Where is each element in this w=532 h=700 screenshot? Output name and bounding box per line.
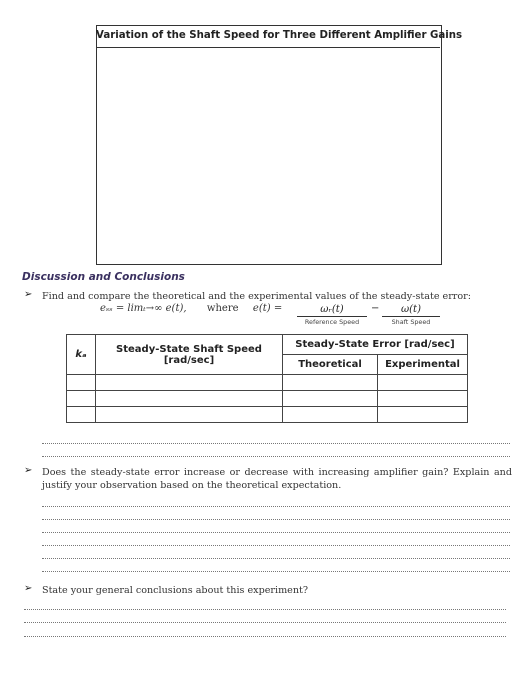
answer-line[interactable] <box>42 456 510 457</box>
cell-ka[interactable] <box>67 375 96 391</box>
cell-speed[interactable] <box>96 391 283 407</box>
bullet-arrow-icon: ➢ <box>24 465 33 476</box>
question-3: State your general conclusions about this experiment? <box>42 585 309 596</box>
answer-line[interactable] <box>42 443 510 444</box>
fraction-reference <box>297 303 367 327</box>
figure-box <box>96 25 442 265</box>
formula-minus: − <box>371 303 380 314</box>
header-theoretical: Theoretical <box>283 355 378 375</box>
cell-experimental[interactable] <box>378 407 468 423</box>
cell-theoretical[interactable] <box>283 407 378 423</box>
fraction-shaft <box>382 303 440 327</box>
cell-speed[interactable] <box>96 407 283 423</box>
answer-line[interactable] <box>42 519 510 520</box>
cell-experimental[interactable] <box>378 391 468 407</box>
formula-where: where <box>206 303 239 314</box>
bullet-arrow-icon: ➢ <box>24 289 33 300</box>
cell-speed[interactable] <box>96 375 283 391</box>
question-2: Does the steady-state error increase or decrease with increasing amplifier gain? Explain and justify your observation based on the theoretical expectation. <box>42 467 512 491</box>
cell-theoretical[interactable] <box>283 391 378 407</box>
fraction-shaft-num: ω(t) <box>382 303 440 317</box>
table-row <box>67 391 468 407</box>
answer-line[interactable] <box>24 636 506 637</box>
question-1: Find and compare the theoretical and the experimental values of the steady-state error: <box>42 291 471 302</box>
answer-line[interactable] <box>24 622 506 623</box>
cell-ka[interactable] <box>67 391 96 407</box>
fraction-shaft-label: Shaft Speed <box>391 318 431 326</box>
cell-theoretical[interactable] <box>283 375 378 391</box>
formula-line <box>100 303 282 314</box>
formula-et: e(t) = <box>252 303 283 314</box>
cell-ka[interactable] <box>67 407 96 423</box>
answer-line[interactable] <box>42 571 510 572</box>
header-steady-state-error: Steady-State Error [rad/sec] <box>283 335 468 355</box>
table-row <box>67 375 468 391</box>
header-experimental: Experimental <box>378 355 468 375</box>
fraction-reference-num: ωᵣ(t) <box>297 303 367 317</box>
cell-experimental[interactable] <box>378 375 468 391</box>
answer-line[interactable] <box>42 545 510 546</box>
header-steady-state-speed: Steady-State Shaft Speed [rad/sec] <box>96 335 283 375</box>
bullet-arrow-icon: ➢ <box>24 583 33 594</box>
results-table <box>66 334 468 423</box>
table-row <box>67 407 468 423</box>
answer-line[interactable] <box>42 506 510 507</box>
fraction-reference-label: Reference Speed <box>304 318 360 326</box>
answer-line[interactable] <box>42 558 510 559</box>
formula-lhs: eₛₛ = limₜ→∞ e(t), <box>100 303 187 314</box>
answer-line[interactable] <box>24 609 506 610</box>
answer-line[interactable] <box>42 532 510 533</box>
figure-title: Variation of the Shaft Speed for Three Different Amplifier Gains <box>96 25 440 48</box>
header-ka: kₐ <box>67 335 96 375</box>
section-heading: Discussion and Conclusions <box>22 271 185 283</box>
table-header-row <box>67 335 468 355</box>
